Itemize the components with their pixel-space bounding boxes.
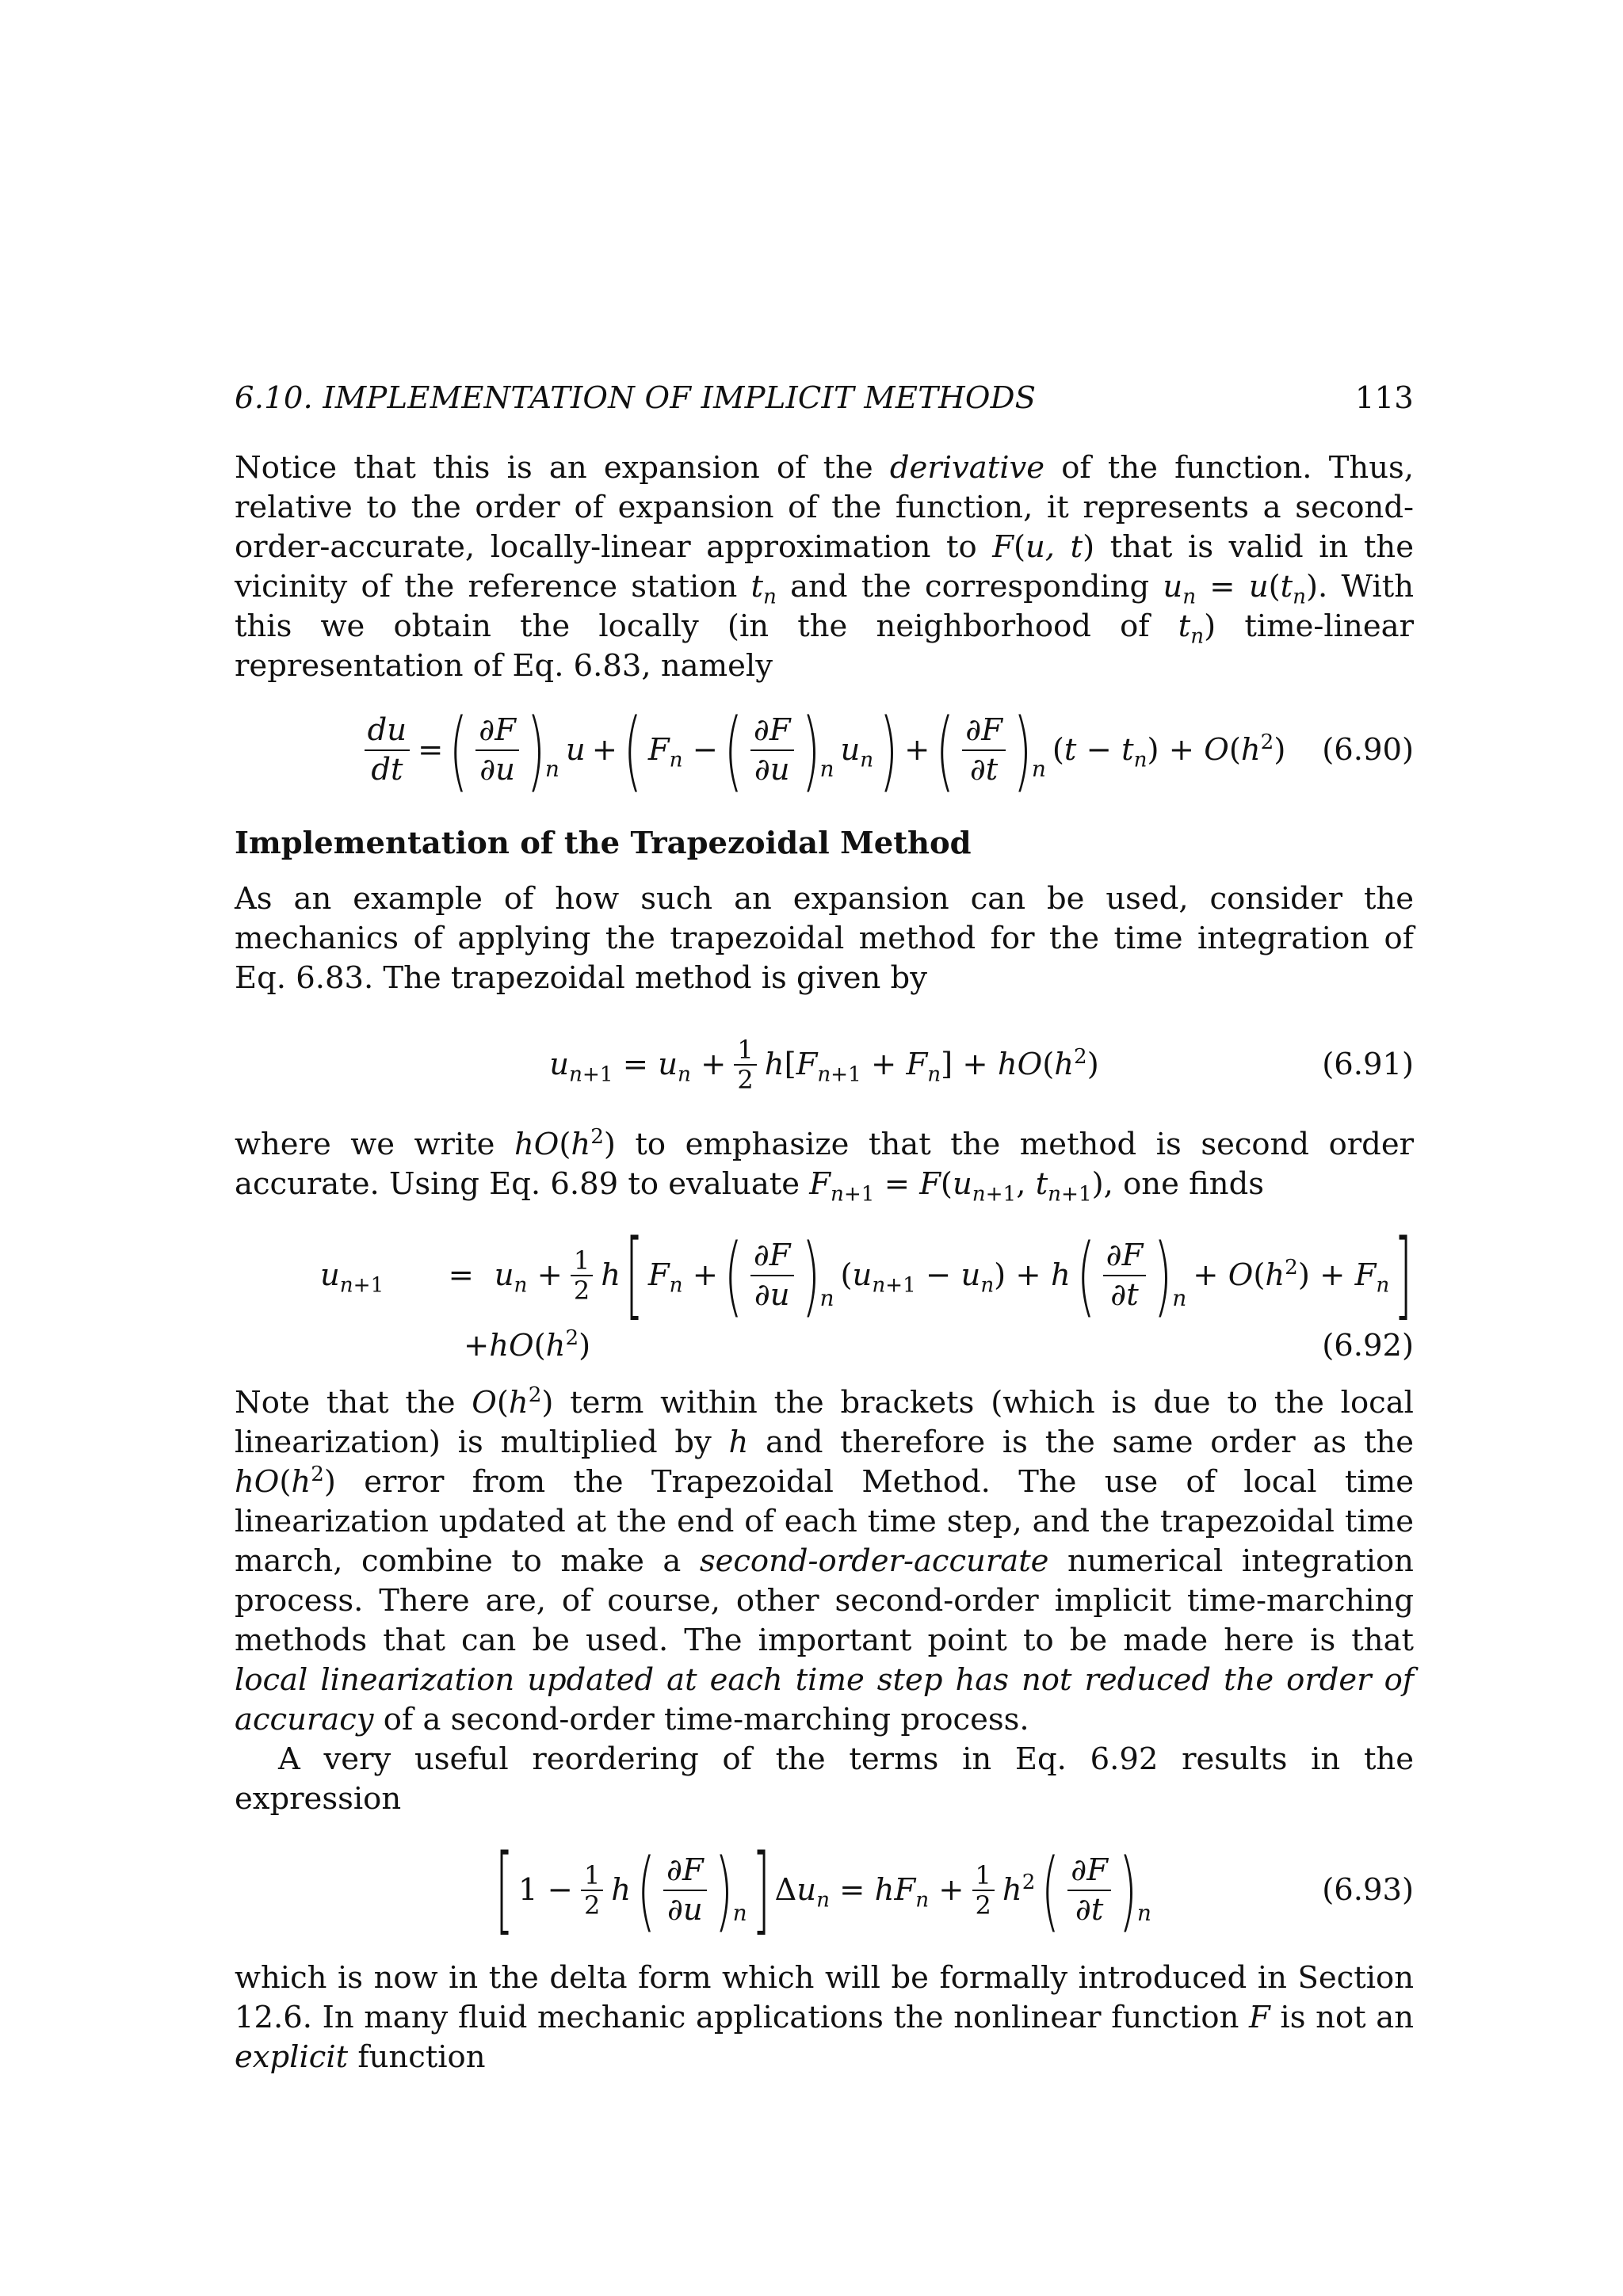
equation-number: (6.90) (1322, 732, 1414, 768)
section-heading: 6.10. IMPLEMENTATION OF IMPLICIT METHODS (235, 380, 1037, 416)
running-head (235, 379, 1414, 418)
equation-6-90-body: $\frac{du}{dt}$ = ( $\frac{\partial F}{\partial u}$ ) n u + ( $F_n$ − ( $\frac{\partial F}{\partial u}$ ) n $u_n$ ) + ( $\frac{\partial F}{\partial t}$ ) n $(t - t_n) + O(h^2)$ (360, 707, 1289, 794)
equation-6-91-body: $u_{n+1} = u_n$ + $\frac{1}{2}$ $h[F_{n+1} + F_n] + hO(h^2)$ (549, 1035, 1099, 1095)
paragraph-4: Note that the $O(h^2)$ term within the brackets (which is due to the local linearization) is multiplied by h and therefore is the same order as the $hO(h^2)$ error from the Trapezoidal Method. The use of local time linearization updated at the end of each time step, and the trapezoidal time march, combine to make a second-order-accurate numerical integration process. There are, of course, other second-order implicit time-marching methods that can be used. The important point to be made here is that local linearization updated at each time step has not reduced the order of accuracy of a second-order time-marching process. (235, 1383, 1414, 1737)
equation-number: (6.91) (1322, 1047, 1414, 1082)
equation-6-91 (235, 1025, 1414, 1104)
equation-number: (6.92) (1322, 1328, 1414, 1363)
page-number: 113 (1354, 380, 1414, 416)
equation-6-93-body: [ 1 − $\frac{1}{2}$ h ( $\frac{\partial F}{\partial u}$ ) n ] $\Delta u_n = hF_n$ + $\frac{1}{2}$ $h^2$ ( $\frac{\partial F}{\partial t}$ ) n (495, 1835, 1151, 1945)
page (235, 379, 1414, 2077)
equation-6-92 (235, 1220, 1414, 1366)
paragraph-5: A very useful reordering of the terms in Eq. 6.92 results in the expression (235, 1741, 1414, 1817)
equation-6-93 (235, 1835, 1414, 1945)
equation-6-92-line-2: $+hO(h^2)$ (464, 1326, 591, 1363)
equation-6-92-line-1: $u_{n+1}$ = $u_n$ + $\frac{1}{2}$ h [ $F_n$ + ( $\frac{\partial F}{\partial u}$ ) n $(u_{n+1} - u_n) + h$ ( $\frac{\partial F}{\partial t}$ ) n + $O(h^2) + F_n$ ] (320, 1220, 1413, 1330)
paragraph-6: which is now in the delta form which will be formally introduced in Section 12.6. In many fluid mechanic applications the nonlinear function F is not an explicit function (235, 1960, 1414, 2075)
paragraph-2: As an example of how such an expansion can be used, consider the mechanics of applying the trapezoidal method for the time integration of Eq. 6.83. The trapezoidal method is given by (235, 881, 1414, 996)
paragraph-3: where we write $hO(h^2)$ to emphasize that the method is second order accurate. Using Eq. 6.89 to evaluate $F_{n+1} = F(u_{n+1}$, $t_{n+1}$), one finds (235, 1125, 1415, 1207)
equation-number: (6.93) (1322, 1872, 1414, 1908)
subsection-title: Implementation of the Trapezoidal Method (235, 826, 972, 861)
equation-6-90 (235, 700, 1414, 801)
paragraph-1: Notice that this is an expansion of the derivative of the function. Thus, relative to the order of expansion of the function, it represents a second-order-accurate, locally-linear approximation to F(u, t) that is valid in the vicinity of the reference station $t_n$ and the corresponding $u_n = u(t_n)$. With this we obtain the locally (in the neighborhood of $t_n$) time-linear representation of Eq. 6.83, namely (235, 450, 1414, 684)
